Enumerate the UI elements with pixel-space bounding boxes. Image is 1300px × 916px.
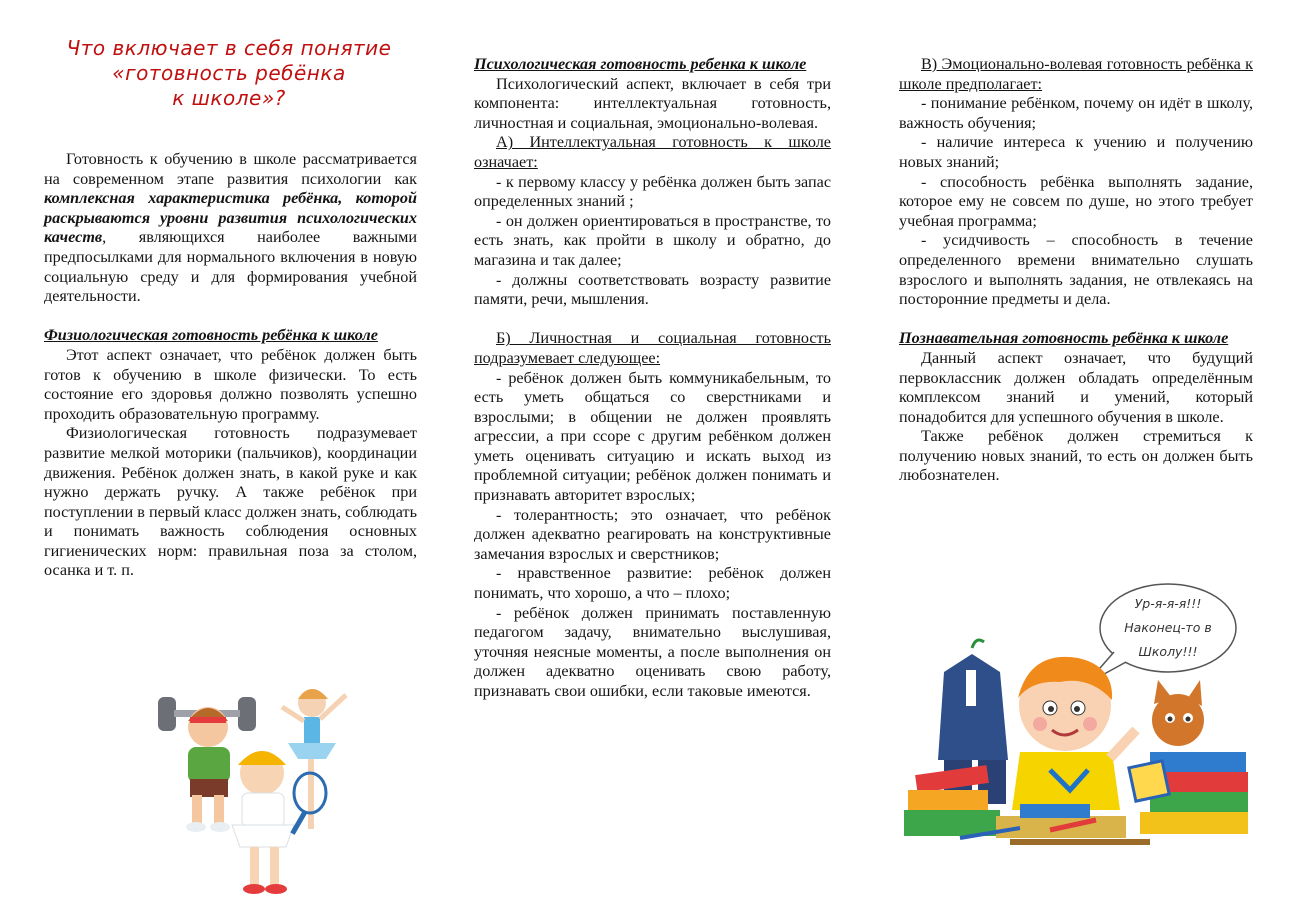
intro-paragraph xyxy=(44,150,417,307)
column-2 xyxy=(474,55,831,702)
intro-text-a: Готовность к обучению в школе рассматривается на современном этапе развития психологии как xyxy=(44,150,417,188)
phys-paragraph-1: Этот аспект означает, что ребёнок должен быть готов к обучению в школе физически. То есть состояние его здоровья должно позволять успешно проходить образовательную программу. xyxy=(44,345,417,423)
speech-line-3: Школу!!! xyxy=(1138,644,1198,659)
page-title xyxy=(34,36,424,111)
intellectual-item: - он должен ориентироваться в пространстве, то есть знать, как пройти в школу и обратно, до магазина и так далее; xyxy=(474,211,831,269)
sport-kids-illustration xyxy=(150,675,360,900)
social-item: - ребёнок должен принимать поставленную педагогом задачу, внимательно выслушивая, уточняя неясные моменты, а после выполнения он должен адекватно оценивать свою работу, признавать свои ошибки, если таковые имеются. xyxy=(474,603,831,700)
intellectual-heading: А) Интеллектуальная готовность к школе означает: xyxy=(474,133,831,171)
column-3 xyxy=(899,55,1253,486)
title-line-3: к школе»? xyxy=(172,86,286,110)
intro-bold-text: комплексная характеристика ребёнка, которой раскрываются уровни развития психологических качеств xyxy=(44,189,417,247)
social-item: - толерантность; это означает, что ребёнок должен адекватно реагировать на конструктивные замечания взрослых и сверстников; xyxy=(474,505,831,563)
cognitive-paragraph-2: Также ребёнок должен стремиться к получению новых знаний, то есть он должен быть любознателен. xyxy=(899,427,1253,485)
intellectual-item: - должны соответствовать возрасту развитие памяти, речи, мышления. xyxy=(474,270,831,309)
emotional-item: - понимание ребёнком, почему он идёт в школу, важность обучения; xyxy=(899,94,1253,132)
speech-line-1: Ур-я-я-я!!! xyxy=(1134,596,1202,611)
title-line-2: «готовность ребёнка xyxy=(112,61,346,85)
emotional-item: - способность ребёнка выполнять задание, которое ему не совсем по душе, но этого требует учебная программа; xyxy=(899,172,1253,230)
schoolboy-books-illustration xyxy=(900,580,1255,865)
emotional-item: - усидчивость – способность в течение определенного времени внимательно слушать взрослого и выполнять задания, не отвлекаясь на посторонние предметы и дела. xyxy=(899,231,1253,309)
cognitive-paragraph-1: Данный аспект означает, что будущий первоклассник должен обладать определённым комплексом знаний и умений, который понадобится для успешного обучения в школе. xyxy=(899,348,1253,426)
cognitive-heading: Познавательная готовность ребёнка к школе xyxy=(899,329,1229,348)
emotional-item: - наличие интереса к учению и получению новых знаний; xyxy=(899,133,1253,171)
social-heading: Б) Личностная и социальная готовность подразумевает следующее: xyxy=(474,329,831,367)
social-item: - нравственное развитие: ребёнок должен понимать, что хорошо, а что – плохо; xyxy=(474,564,831,603)
psych-heading: Психологическая готовность ребенка к школе xyxy=(474,55,807,73)
phys-heading: Физиологическая готовность ребёнка к школе xyxy=(44,326,378,345)
intro-text-b: , являющихся наиболее важными предпосылками для нормального включения в новую социальную среду и для формирования учебной деятельности. xyxy=(44,228,417,306)
speech-line-2: Наконец-то в xyxy=(1124,620,1212,635)
column-1 xyxy=(44,150,417,581)
title-line-1: Что включает в себя понятие xyxy=(66,36,392,60)
emotional-heading: В) Эмоционально-волевая готовность ребёнка к школе предполагает: xyxy=(899,55,1253,93)
intellectual-item: - к первому классу у ребёнка должен быть запас определенных знаний ; xyxy=(474,172,831,211)
phys-paragraph-2: Физиологическая готовность подразумевает развитие мелкой моторики (пальчиков), координации движения. Ребёнок должен знать, в какой руке и как нужно держать ручку. А также ребёнок при поступлении в первый класс должен знать, соблюдать и понимать важность соблюдения основных гигиенических норм: правильная поза за столом, осанка и т. п. xyxy=(44,424,418,580)
social-item: - ребёнок должен быть коммуникабельным, то есть уметь общаться со сверстниками и взрослыми; в общении не должен проявлять агрессии, а при ссоре с другим ребёнком должен уметь оценивать ситуацию и искать выход из проблемной ситуации; ребёнок должен понимать и признавать авторитет взрослых; xyxy=(474,368,831,505)
psych-intro: Психологический аспект, включает в себя три компонента: интеллектуальная готовность, личностная и социальная, эмоционально-волевая. xyxy=(474,74,831,132)
